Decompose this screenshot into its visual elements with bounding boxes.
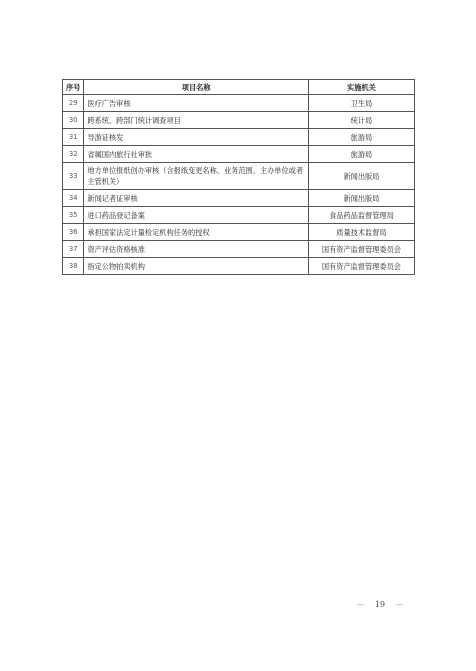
page-dash-left: —	[356, 600, 365, 609]
table-row	[63, 112, 415, 129]
header-serial-number: 序号	[63, 80, 84, 95]
row-agency: 国有资产监督管理委员会	[308, 258, 414, 275]
row-serial-number: 34	[63, 190, 84, 207]
table-row	[63, 258, 415, 275]
row-agency: 旅游局	[308, 146, 414, 163]
row-item-name: 导游证核发	[84, 129, 308, 146]
page-number: 19	[374, 600, 386, 609]
row-item-name: 承担国家法定计量检定机构任务的授权	[84, 224, 308, 241]
row-serial-number: 29	[63, 95, 84, 112]
table-row	[63, 129, 415, 146]
page-dash-right: —	[395, 600, 404, 609]
row-serial-number: 38	[63, 258, 84, 275]
row-serial-number: 31	[63, 129, 84, 146]
row-serial-number: 30	[63, 112, 84, 129]
row-serial-number: 37	[63, 241, 84, 258]
row-agency: 国有资产监督管理委员会	[308, 241, 414, 258]
row-serial-number: 32	[63, 146, 84, 163]
table-row	[63, 163, 415, 190]
row-item-name: 医疗广告审核	[84, 95, 308, 112]
header-item-name: 项目名称	[84, 80, 308, 95]
table-header-row	[63, 80, 415, 95]
table-row	[63, 95, 415, 112]
row-agency: 统计局	[308, 112, 414, 129]
row-item-name: 指定公物拍卖机构	[84, 258, 308, 275]
table-row	[63, 190, 415, 207]
table-row	[63, 146, 415, 163]
approval-items-table	[62, 79, 415, 275]
row-item-name: 地方单位报纸创办审核（含报纸变更名称、业务范围、主办单位或者主管机关）	[84, 163, 308, 190]
header-implementing-agency: 实施机关	[308, 80, 414, 95]
row-agency: 新闻出版局	[308, 190, 414, 207]
row-agency: 旅游局	[308, 129, 414, 146]
row-item-name: 省属国内旅行社审批	[84, 146, 308, 163]
row-agency: 食品药品监督管理局	[308, 207, 414, 224]
row-agency: 质量技术监督局	[308, 224, 414, 241]
table-row	[63, 224, 415, 241]
row-serial-number: 35	[63, 207, 84, 224]
row-agency: 新闻出版局	[308, 163, 414, 190]
row-agency: 卫生局	[308, 95, 414, 112]
row-serial-number: 36	[63, 224, 84, 241]
row-item-name: 新闻记者证审核	[84, 190, 308, 207]
row-item-name: 跨系统、跨部门统计调查项目	[84, 112, 308, 129]
table-row	[63, 241, 415, 258]
row-serial-number: 33	[63, 163, 84, 190]
table-row	[63, 207, 415, 224]
page-number-footer	[340, 600, 420, 609]
row-item-name: 资产评估资格核准	[84, 241, 308, 258]
row-item-name: 进口药品登记备案	[84, 207, 308, 224]
